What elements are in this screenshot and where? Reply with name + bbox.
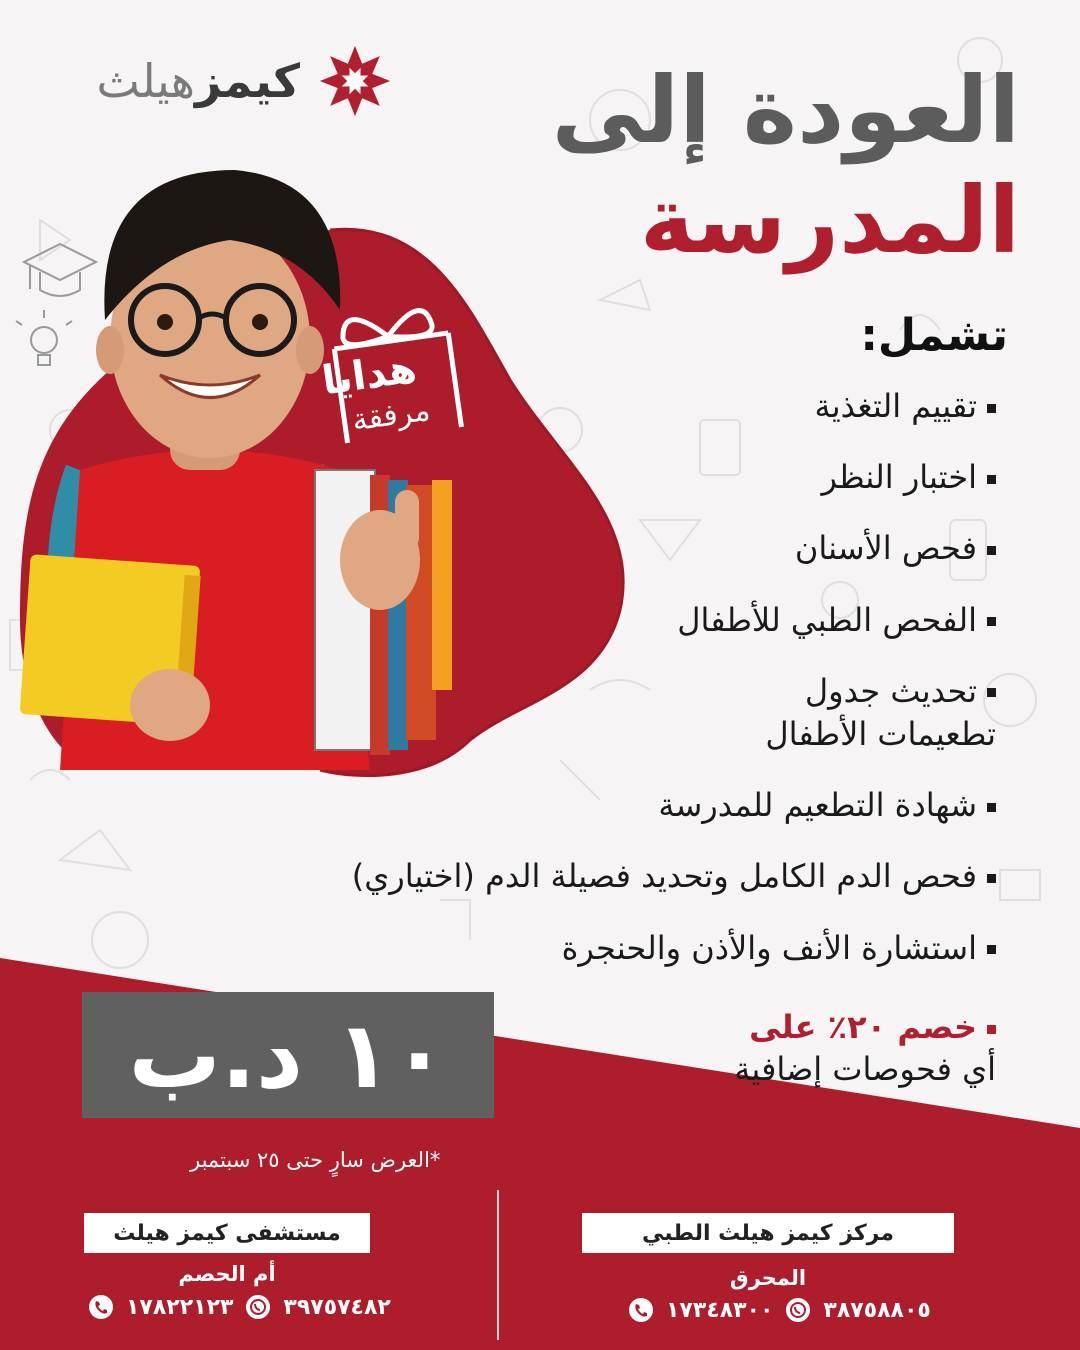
brand-name-first: كيمز (195, 54, 300, 108)
gift-sublabel: مرفقة (349, 392, 433, 439)
service-item (216, 456, 996, 499)
branch-2-phones (628, 1297, 931, 1323)
discount-line-2: أي فحوصات إضافية (734, 1050, 996, 1088)
branch-1-title: مستشفى كيمز هيلث (84, 1213, 370, 1253)
price-box (82, 992, 494, 1118)
branch-2-title: مركز كيمز هيلث الطبي (582, 1213, 954, 1253)
branch-2-phone-2[interactable]: ٣٨٧٥٨٨٠٥ (823, 1297, 931, 1323)
branch-2-location: المحرق (729, 1266, 807, 1290)
branch-divider (497, 1190, 499, 1340)
service-item (216, 527, 996, 570)
service-text: تحديث جدول تطعيمات الأطفال (765, 671, 996, 753)
headline-line-2: المدرسة (639, 167, 1020, 274)
offer-note: *العرض سارٍ حتى ٢٥ سبتمبر (190, 1148, 441, 1172)
service-item (216, 927, 996, 970)
service-item (716, 670, 996, 756)
bullet-icon (987, 1025, 996, 1034)
branch-1-phone-2[interactable]: ٣٩٧٥٧٤٨٢ (283, 1294, 391, 1320)
service-item (216, 599, 996, 642)
branch-1-location: أم الحصم (178, 1262, 276, 1286)
phone-icon (628, 1297, 654, 1323)
discount-line-1: خصم ٢٠٪ على (749, 1008, 977, 1046)
discount-block (576, 1008, 996, 1088)
bullet-icon (987, 803, 996, 812)
bullet-icon (987, 404, 996, 413)
bullet-icon (987, 945, 996, 954)
service-item (216, 385, 996, 428)
brand-name-second: هيلث (96, 54, 196, 108)
service-item (216, 855, 996, 898)
service-text: فحص الدم الكامل وتحديد فصيلة الدم (اختياري) (351, 857, 977, 896)
service-item (216, 784, 996, 827)
bullet-icon (987, 874, 996, 883)
services-list (216, 385, 996, 998)
bullet-icon (987, 688, 996, 697)
phone-icon (88, 1294, 114, 1320)
includes-label: تشمل: (860, 310, 1008, 361)
gift-label: هدايا (319, 345, 420, 405)
brand-name (96, 54, 300, 108)
flower-logo-icon (316, 42, 394, 120)
brand-logo (96, 42, 394, 120)
service-text: شهادة التطعيم للمدرسة (658, 786, 977, 825)
service-text: استشارة الأنف والأذن والحنجرة (561, 928, 977, 967)
branch-1-phones (88, 1294, 391, 1320)
whatsapp-icon (245, 1294, 271, 1320)
headline-line-1: العودة إلى (551, 57, 1020, 164)
price-value: ١٠ د.ب (128, 1001, 448, 1109)
branch-2-phone-1[interactable]: ١٧٣٤٨٣٠٠ (666, 1297, 774, 1323)
service-text: تقييم التغذية (814, 387, 977, 425)
whatsapp-icon (785, 1297, 811, 1323)
service-text: الفحص الطبي للأطفال (677, 600, 977, 639)
bullet-icon (987, 546, 996, 555)
branch-1-phone-1[interactable]: ١٧٨٢٢١٢٣ (126, 1294, 234, 1320)
bullet-icon (987, 617, 996, 626)
service-text: اختبار النظر (821, 458, 977, 497)
service-text: فحص الأسنان (794, 529, 977, 568)
bullet-icon (987, 475, 996, 484)
